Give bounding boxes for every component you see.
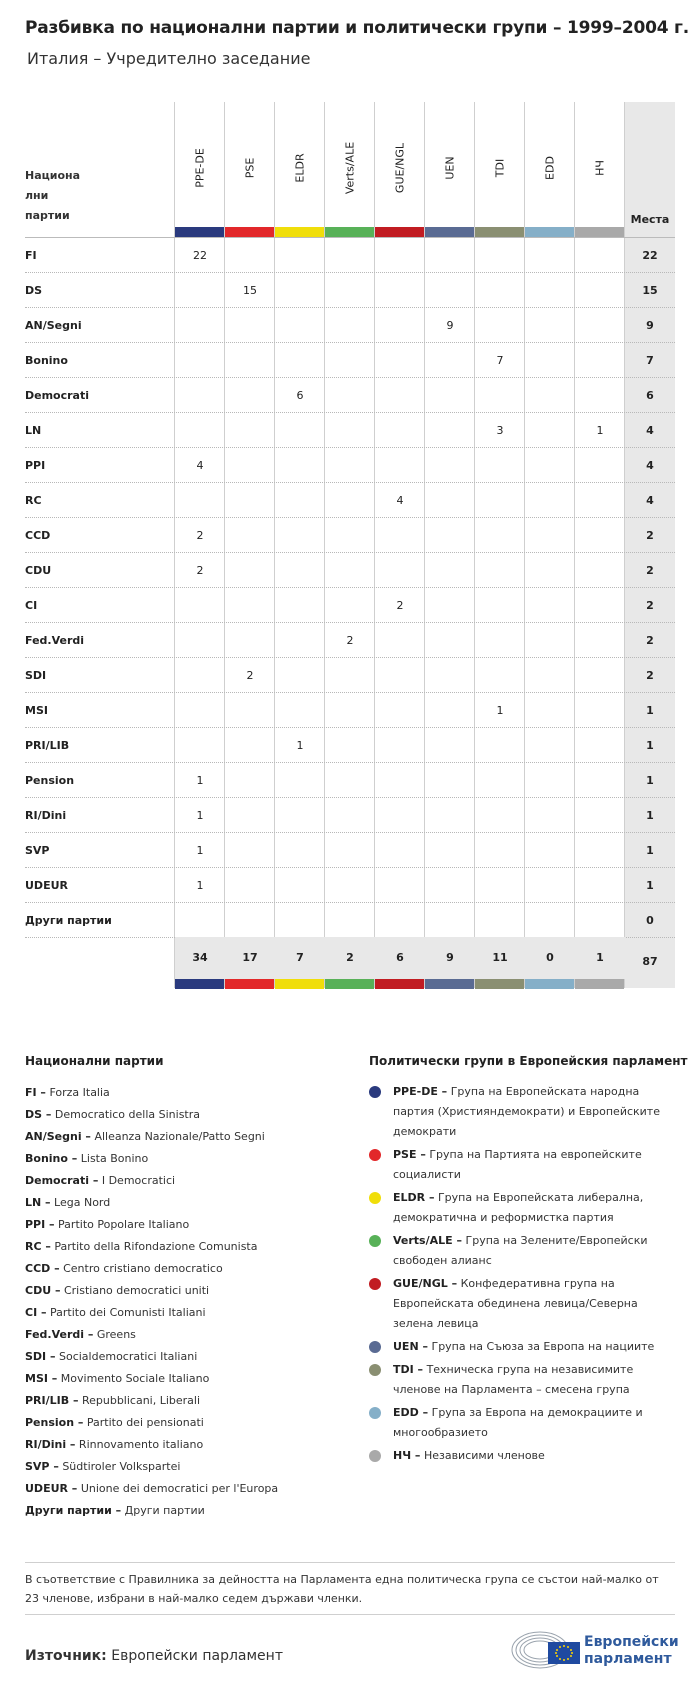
group-color-bar bbox=[325, 979, 374, 989]
group-total: 2 bbox=[346, 951, 354, 964]
seat-cell: 3 bbox=[496, 424, 504, 437]
legend-name: Socialdemocratici Italiani bbox=[58, 1350, 198, 1363]
row-total: 2 bbox=[646, 599, 654, 612]
national-legend-item bbox=[25, 1368, 355, 1390]
group-code: PPE-DE bbox=[193, 148, 207, 188]
table-row bbox=[25, 518, 675, 553]
national-legend-item bbox=[25, 1258, 355, 1280]
group-total: 17 bbox=[242, 951, 258, 964]
row-total: 1 bbox=[646, 704, 654, 717]
row-total: 4 bbox=[646, 494, 654, 507]
legend-code: SVP – bbox=[25, 1460, 59, 1473]
national-legend-item bbox=[25, 1434, 355, 1456]
group-legend bbox=[369, 1082, 679, 1466]
group-legend-item bbox=[369, 1188, 679, 1228]
legend-name: Група на Европейската либерална, демократична и реформистка партия bbox=[393, 1191, 644, 1224]
legend-code: CCD – bbox=[25, 1262, 60, 1275]
footer-divider bbox=[25, 1562, 675, 1563]
group-code: GUE/NGL bbox=[393, 142, 407, 194]
legend-code: DS – bbox=[25, 1108, 52, 1121]
legend-code: PPI – bbox=[25, 1218, 55, 1231]
legend-code: Fed.Verdi – bbox=[25, 1328, 94, 1341]
party-name: MSI bbox=[25, 704, 48, 717]
group-color-bar bbox=[525, 227, 574, 237]
party-name: AN/Segni bbox=[25, 319, 82, 332]
table-row bbox=[25, 693, 675, 728]
legend-code: FI – bbox=[25, 1086, 46, 1099]
row-total: 2 bbox=[646, 564, 654, 577]
seats-header: Места bbox=[630, 213, 670, 226]
legend-code: НЧ – bbox=[393, 1449, 421, 1462]
group-legend-item bbox=[369, 1446, 679, 1466]
party-name: Pension bbox=[25, 774, 75, 787]
table-row bbox=[25, 623, 675, 658]
national-legend-item bbox=[25, 1412, 355, 1434]
legend-name: Partito della Rifondazione Comunista bbox=[54, 1240, 258, 1253]
group-color-bar bbox=[375, 227, 424, 237]
group-legend-item bbox=[369, 1145, 679, 1185]
national-legend-item bbox=[25, 1302, 355, 1324]
grand-total: 87 bbox=[642, 955, 658, 968]
party-name: Други партии bbox=[25, 914, 112, 927]
group-total: 9 bbox=[446, 951, 454, 964]
group-legend-item bbox=[369, 1403, 679, 1443]
row-total: 1 bbox=[646, 879, 654, 892]
table-row bbox=[25, 763, 675, 798]
seat-cell: 4 bbox=[196, 459, 204, 472]
legend-code: SDI – bbox=[25, 1350, 56, 1363]
footer-note: В съответствие с Правилника за дейността на Парламента една политическа група се състои най-малко от 23 членове, избрани в най-малко седем държави членки. bbox=[25, 1573, 659, 1605]
seat-cell: 9 bbox=[446, 319, 454, 332]
table-row bbox=[25, 483, 675, 518]
table-row bbox=[25, 343, 675, 378]
group-total: 7 bbox=[296, 951, 304, 964]
party-name: SDI bbox=[25, 669, 47, 682]
group-legend-item bbox=[369, 1337, 679, 1357]
group-column-header bbox=[175, 102, 225, 228]
group-color-dot bbox=[369, 1235, 381, 1247]
national-legend-item bbox=[25, 1390, 355, 1412]
logo-line: парламент bbox=[584, 1651, 672, 1667]
legend-name: Democratico della Sinistra bbox=[54, 1108, 201, 1121]
table-row bbox=[25, 868, 675, 903]
legend-name: Група на Партията на европейските социалисти bbox=[393, 1148, 642, 1181]
row-total: 4 bbox=[646, 459, 654, 472]
table-row bbox=[25, 798, 675, 833]
legend-name: Cristiano democratici uniti bbox=[63, 1284, 210, 1297]
national-legend-item bbox=[25, 1478, 355, 1500]
row-total: 22 bbox=[642, 249, 658, 262]
row-total: 0 bbox=[646, 914, 654, 927]
legend-code: AN/Segni – bbox=[25, 1130, 91, 1143]
group-color-bar bbox=[225, 227, 274, 237]
seat-cell: 6 bbox=[296, 389, 304, 402]
group-total: 34 bbox=[192, 951, 208, 964]
party-name: Democrati bbox=[25, 389, 90, 402]
row-total: 15 bbox=[642, 284, 658, 297]
group-code: EDD bbox=[543, 156, 557, 180]
party-name: CCD bbox=[25, 529, 51, 542]
legend-name: Forza Italia bbox=[49, 1086, 110, 1099]
national-legend-item bbox=[25, 1236, 355, 1258]
table-row bbox=[25, 833, 675, 868]
legend-code: EDD – bbox=[393, 1406, 429, 1419]
legend-name: Partito dei pensionati bbox=[86, 1416, 204, 1429]
legend-name: Lista Bonino bbox=[80, 1152, 149, 1165]
group-column-header bbox=[575, 102, 625, 228]
group-legend-item bbox=[369, 1231, 679, 1271]
legend-code: Pension – bbox=[25, 1416, 84, 1429]
national-legend bbox=[25, 1082, 355, 1522]
source-label: Източник: bbox=[25, 1648, 107, 1664]
legend-name: Greens bbox=[96, 1328, 136, 1341]
legend-code: GUE/NGL – bbox=[393, 1277, 458, 1290]
party-name: FI bbox=[25, 249, 37, 262]
national-legend-item bbox=[25, 1126, 355, 1148]
national-legend-item bbox=[25, 1456, 355, 1478]
legend-name: Movimento Sociale Italiano bbox=[60, 1372, 210, 1385]
national-legend-title: Национални партии bbox=[25, 1054, 164, 1068]
legend-code: CDU – bbox=[25, 1284, 61, 1297]
row-total: 4 bbox=[646, 424, 654, 437]
legend-code: CI – bbox=[25, 1306, 47, 1319]
seat-cell: 7 bbox=[496, 354, 504, 367]
group-legend-title: Политически групи в Европейския парламент bbox=[369, 1054, 688, 1068]
legend-code: Bonino – bbox=[25, 1152, 78, 1165]
row-total: 9 bbox=[646, 319, 654, 332]
group-total: 11 bbox=[492, 951, 508, 964]
group-total: 0 bbox=[546, 951, 554, 964]
legend-name: Група на Зелените/Европейски свободен алианс bbox=[393, 1234, 648, 1267]
group-color-bar bbox=[575, 979, 624, 989]
party-name: CI bbox=[25, 599, 38, 612]
table-row bbox=[25, 378, 675, 413]
legend-name: Група за Европа на демокрациите и многообразието bbox=[393, 1406, 643, 1439]
table-row bbox=[25, 413, 675, 448]
group-column-header bbox=[275, 102, 325, 228]
group-code: НЧ bbox=[593, 160, 607, 176]
legend-code: RI/Dini – bbox=[25, 1438, 76, 1451]
seat-cell: 2 bbox=[346, 634, 354, 647]
party-name: RC bbox=[25, 494, 42, 507]
row-total: 1 bbox=[646, 774, 654, 787]
page-title: Разбивка по национални партии и политически групи – 1999–2004 г. bbox=[25, 18, 689, 38]
group-color-bar bbox=[175, 979, 224, 989]
ep-emblem-icon bbox=[510, 1628, 584, 1672]
group-color-bar bbox=[525, 979, 574, 989]
source-value: Европейски парламент bbox=[111, 1648, 283, 1664]
footer-divider bbox=[25, 1614, 675, 1615]
legend-code: PRI/LIB – bbox=[25, 1394, 79, 1407]
row-total: 6 bbox=[646, 389, 654, 402]
legend-name: Независими членове bbox=[423, 1449, 545, 1462]
group-column-header bbox=[325, 102, 375, 228]
legend-name: Südtiroler Volkspartei bbox=[62, 1460, 181, 1473]
party-name: DS bbox=[25, 284, 43, 297]
group-color-dot bbox=[369, 1278, 381, 1290]
legend-name: Unione dei democratici per l'Europa bbox=[80, 1482, 279, 1495]
table-row bbox=[25, 588, 675, 623]
group-color-dot bbox=[369, 1364, 381, 1376]
party-name: SVP bbox=[25, 844, 50, 857]
group-color-bar bbox=[425, 227, 474, 237]
seat-cell: 2 bbox=[196, 564, 204, 577]
seat-cell: 1 bbox=[196, 774, 204, 787]
row-total: 2 bbox=[646, 669, 654, 682]
group-color-bar bbox=[475, 227, 524, 237]
legend-name: I Democratici bbox=[101, 1174, 176, 1187]
seat-cell: 1 bbox=[296, 739, 304, 752]
legend-code: RC – bbox=[25, 1240, 51, 1253]
legend-name: Конфедеративна група на Европейската обединена левица/Северна зелена левица bbox=[393, 1277, 638, 1330]
table-row bbox=[25, 448, 675, 483]
group-color-bar bbox=[275, 227, 324, 237]
seat-cell: 4 bbox=[396, 494, 404, 507]
legend-code: PSE – bbox=[393, 1148, 426, 1161]
group-code: PSE bbox=[243, 157, 257, 179]
group-color-dot bbox=[369, 1086, 381, 1098]
group-column-header bbox=[375, 102, 425, 228]
legend-code: UDEUR – bbox=[25, 1482, 78, 1495]
seat-cell: 15 bbox=[243, 284, 257, 297]
seat-cell: 22 bbox=[193, 249, 207, 262]
group-color-dot bbox=[369, 1149, 381, 1161]
seat-cell: 1 bbox=[496, 704, 504, 717]
legend-name: Alleanza Nazionale/Patto Segni bbox=[94, 1130, 265, 1143]
group-code: UEN bbox=[443, 156, 457, 180]
group-total: 6 bbox=[396, 951, 404, 964]
group-color-dot bbox=[369, 1192, 381, 1204]
legend-name: Rinnovamento italiano bbox=[78, 1438, 204, 1451]
table-row bbox=[25, 728, 675, 763]
table-row bbox=[25, 308, 675, 343]
seat-cell: 2 bbox=[246, 669, 254, 682]
group-color-bar bbox=[225, 979, 274, 989]
group-column-header bbox=[225, 102, 275, 228]
seat-cell: 1 bbox=[196, 879, 204, 892]
row-header-line: лни bbox=[25, 189, 49, 202]
group-color-bar bbox=[375, 979, 424, 989]
legend-code: PPE-DE – bbox=[393, 1085, 448, 1098]
national-legend-item bbox=[25, 1280, 355, 1302]
group-legend-item bbox=[369, 1360, 679, 1400]
national-legend-item bbox=[25, 1170, 355, 1192]
row-total: 1 bbox=[646, 809, 654, 822]
national-legend-item bbox=[25, 1346, 355, 1368]
group-color-bar bbox=[275, 979, 324, 989]
page-subtitle: Италия – Учредително заседание bbox=[27, 49, 311, 68]
table-row bbox=[25, 553, 675, 588]
group-code: ELDR bbox=[293, 153, 307, 183]
row-total: 1 bbox=[646, 844, 654, 857]
row-header-label bbox=[25, 166, 80, 226]
national-legend-item bbox=[25, 1500, 355, 1522]
seat-cell: 1 bbox=[196, 844, 204, 857]
legend-name: Техническа група на независимите членове на Парламента – смесена група bbox=[393, 1363, 634, 1396]
row-header-line: Национа bbox=[25, 169, 81, 182]
source bbox=[25, 1648, 283, 1664]
legend-name: Група на Съюза за Европа на нациите bbox=[431, 1340, 655, 1353]
party-name: Bonino bbox=[25, 354, 68, 367]
national-legend-item bbox=[25, 1192, 355, 1214]
group-color-bar bbox=[325, 227, 374, 237]
party-name: RI/Dini bbox=[25, 809, 67, 822]
seat-cell: 2 bbox=[396, 599, 404, 612]
legend-name: Partito dei Comunisti Italiani bbox=[50, 1306, 206, 1319]
party-name: PRI/LIB bbox=[25, 739, 70, 752]
party-name: CDU bbox=[25, 564, 52, 577]
legend-code: UEN – bbox=[393, 1340, 428, 1353]
legend-name: Група на Европейската народна партия (Християндемократи) и Европейските демократи bbox=[393, 1085, 660, 1138]
ep-logo bbox=[510, 1628, 680, 1672]
party-name: PPI bbox=[25, 459, 46, 472]
legend-code: MSI – bbox=[25, 1372, 58, 1385]
legend-name: Centro cristiano democratico bbox=[63, 1262, 223, 1275]
row-total: 1 bbox=[646, 739, 654, 752]
row-header-line: партии bbox=[25, 209, 70, 222]
row-total: 2 bbox=[646, 634, 654, 647]
logo-line: Европейски bbox=[584, 1634, 679, 1650]
national-legend-item bbox=[25, 1148, 355, 1170]
table-row bbox=[25, 903, 675, 938]
party-name: UDEUR bbox=[25, 879, 68, 892]
group-column-header bbox=[425, 102, 475, 228]
row-total: 2 bbox=[646, 529, 654, 542]
party-name: LN bbox=[25, 424, 42, 437]
table-row bbox=[25, 273, 675, 308]
table-row bbox=[25, 238, 675, 273]
group-legend-item bbox=[369, 1274, 679, 1334]
legend-code: Други партии – bbox=[25, 1504, 122, 1517]
seat-cell: 2 bbox=[196, 529, 204, 542]
national-legend-item bbox=[25, 1104, 355, 1126]
group-color-bar bbox=[425, 979, 474, 989]
group-color-dot bbox=[369, 1341, 381, 1353]
group-code: Verts/ALE bbox=[343, 141, 357, 195]
national-legend-item bbox=[25, 1082, 355, 1104]
ep-logo-text bbox=[584, 1634, 679, 1668]
national-legend-item bbox=[25, 1324, 355, 1346]
legend-name: Partito Popolare Italiano bbox=[58, 1218, 190, 1231]
seat-cell: 1 bbox=[196, 809, 204, 822]
legend-name: Repubblicani, Liberali bbox=[81, 1394, 201, 1407]
national-legend-item bbox=[25, 1214, 355, 1236]
group-color-bar bbox=[475, 979, 524, 989]
group-column-header bbox=[475, 102, 525, 228]
group-total: 1 bbox=[596, 951, 604, 964]
group-color-dot bbox=[369, 1450, 381, 1462]
seat-cell: 1 bbox=[596, 424, 604, 437]
legend-name: Lega Nord bbox=[54, 1196, 111, 1209]
group-column-header bbox=[525, 102, 575, 228]
group-legend-item bbox=[369, 1082, 679, 1142]
group-color-dot bbox=[369, 1407, 381, 1419]
legend-code: Democrati – bbox=[25, 1174, 99, 1187]
party-name: Fed.Verdi bbox=[25, 634, 85, 647]
table-row bbox=[25, 658, 675, 693]
legend-name: Други партии bbox=[124, 1504, 205, 1517]
row-total: 7 bbox=[646, 354, 654, 367]
group-code: TDI bbox=[493, 158, 507, 178]
legend-code: TDI – bbox=[393, 1363, 424, 1376]
group-color-bar bbox=[575, 227, 624, 237]
legend-code: Verts/ALE – bbox=[393, 1234, 462, 1247]
group-color-bar bbox=[175, 227, 224, 237]
legend-code: LN – bbox=[25, 1196, 51, 1209]
legend-code: ELDR – bbox=[393, 1191, 435, 1204]
